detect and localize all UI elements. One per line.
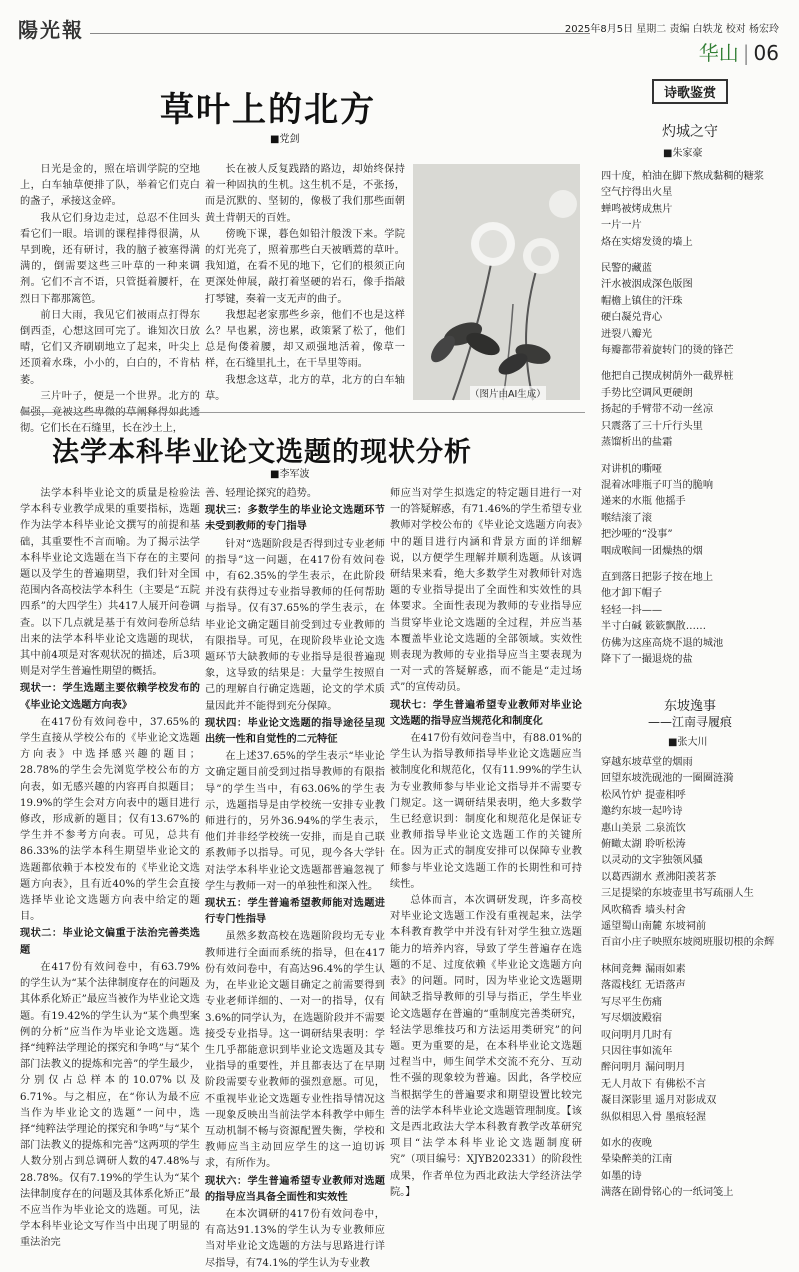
paragraph: 在417份有效问卷中，有63.79%的学生认为“某个法律制度存在的问题及其体系化矫正”最应当被作为毕业论文选题。有19.42%的学生认为“某个典型案例的分析”应当作为毕业论文选题。选择“纯粹法学理论的探究和争鸣”与“某个部门法教义的提炼和完善”的学生最少，分别仅占总样本的10.07%以及6.71%。与之相应，在“你认为最不应当作为毕业论文的选题”一问中，选择“纯粹法学理论的探究和争鸣”与“某个部门法教义的提炼和完善”这两项的学生人数分别占到总调研人数的47.48%与28.78%。仅有7.19%的学生认为“某个法律制度存在的问题及其体系化矫正”最不应当作为毕业论文的选题。可见，法学本科毕业论文写作当中出现了明显的重法治完 xyxy=(20,961,200,1249)
subheading: 现状三：多数学生的毕业论文选题环节未受到教师的专门指导 xyxy=(205,505,385,533)
paragraph: 前日大雨，我见它们被雨点打得东倒西歪，心想这回可完了。谁知次日放晴，它们又齐刷刷地立了起来，叶尖上还顶着水珠，小小的，白白的，不肯枯萎。 xyxy=(20,309,200,386)
stanza-break xyxy=(601,1126,774,1136)
article1-byline: ■党剑 xyxy=(270,134,300,145)
sidebar-header: 诗歌鉴赏 xyxy=(593,79,787,104)
poem-line: 如墨的诗 xyxy=(601,1170,642,1182)
paragraph: 在417份有效问卷当中，有88.01%的学生认为指导教师指导毕业论文选题应当被制度化和规范化，仅有11.99%的学生认为专业教师参与毕业论文指导并不需要专门规定。这一调研结果表明，绝大多数学生已经意识到：制度化和规范化是保证专业教师指导毕业论文选题工作的关键所在。因为正式的制度安排可以保障专业教师参与毕业论文选题工作的长期性和可持续性。 xyxy=(390,733,582,890)
poem-line: 落霞栈红 无语落声 xyxy=(601,980,686,992)
poem-line: 晕染醉美的江南 xyxy=(601,1154,673,1166)
article1-column-2 xyxy=(205,162,405,405)
article1-title: 草叶上的北方 xyxy=(160,90,376,130)
poem-line: 递来的水瓶 他摇手 xyxy=(601,496,686,508)
stanza-break xyxy=(601,452,764,462)
poem-line: 烙在实熔发烫的墙上 xyxy=(601,236,693,248)
poem-line: 每瓣都带着旋转门的烫的锋芒 xyxy=(601,345,734,357)
poem-line: 穿越东坡草堂的烟雨 xyxy=(601,757,693,768)
paragraph: 日光是金的，照在培训学院的空地上，白车轴草便排了队，举着它们克白的盏子，承接这金碎。 xyxy=(20,164,200,208)
poem-line: 三足提梁的东坡壶里书写疏丽人生 xyxy=(601,888,754,900)
newspaper-logo: 陽光報 xyxy=(18,18,84,42)
poem2-body xyxy=(601,755,774,1202)
article2-column-2 xyxy=(205,486,385,1272)
paragraph: 在上述37.65%的学生表示“毕业论文确定题目前受到过指导教师的有限指导”的学生当中，有63.06%的学生表示，选题指导是由学校统一安排专业教师进行的，另外36.94%的学生表示，他们并非经学校统一安排，而是自己联系教师予以指导。可见，现今各大学针对法学本科毕业论文选题都普遍忽视了学生与教师一对一的单独性和深入性。 xyxy=(205,751,385,892)
paragraph: 我想念这草，北方的草，北方的白车轴草。 xyxy=(205,374,405,402)
poem-line: 降下了一撮退烧的盐 xyxy=(601,653,693,665)
poem-line: 林间竞舞 漏雨如素 xyxy=(601,963,686,975)
poem-line: 咽成喉间一团燥热的烟 xyxy=(601,545,703,557)
poem-line: 只因往事如流年 xyxy=(601,1045,673,1057)
poem1-title: 灼城之守 xyxy=(662,124,718,140)
poem-line: 把沙哑的“没事” xyxy=(601,529,673,541)
clover-flower-photo xyxy=(413,164,580,400)
poem-line: 民警的藏蓝 xyxy=(601,263,652,275)
paragraph: 善、轻理论探究的趋势。 xyxy=(205,488,318,499)
paragraph: 师应当对学生拟选定的特定题目进行一对一的答疑解惑，有71.46%的学生希望专业教师对学校公布的《毕业论文选题方向表》中的题目进行内涵和背景方面的详细解说，以方便学生理解并顺利选题。从该调研结果来看，绝大多数学生对教师针对选题的专业指导提出了全面性和实效性的具体要求。全面性表现为教师的专业指导应当贯穿毕业论文选题的全过程，并应当基本覆盖毕业论文选题的全部领域。实效性则表现为教师的专业指导应当主要表现为一对一式的答疑解惑，而不能是“走过场式”的宣传动员。 xyxy=(390,488,582,694)
poem2-author: ■张大川 xyxy=(668,737,708,748)
section-name: 华山 xyxy=(698,41,739,65)
poem-line: 满落在剧骨铭心的一纸词笺上 xyxy=(601,1187,734,1199)
poem-line: 松风竹炉 提壶相呼 xyxy=(601,789,686,801)
poem-line: 帽檐上镇住的汗珠 xyxy=(601,295,683,307)
clover-illustration xyxy=(413,164,580,400)
subheading: 现状二：毕业论文偏重于法治完善类选题 xyxy=(20,928,200,956)
poem-line: 惠山美景 二泉流饮 xyxy=(601,822,686,834)
masthead-rule xyxy=(90,33,590,34)
poem-line: 叹问明月几时有 xyxy=(601,1029,673,1041)
poem-line: 轻轻一抖—— xyxy=(601,604,663,616)
paragraph: 在417份有效问卷中，37.65%的学生直接从学校公布的《毕业论文选题方向表》中选择感兴趣的题目；28.78%的学生会先浏览学校公布的方向表，如无感兴趣的内容再自拟题目；19.9%的学生会对方向表中的题目进行修改，形成新的题目；仅有13.67%的学生并不参考方向表。可见，总共有86.33%的法学本科生期望毕业论文的选题都依赖于本校发布的《毕业论文选题方向表》，且有近40%的学生会直接选择毕业论文选题方向表中给定的题目。 xyxy=(20,716,200,923)
poem-line: 硬白凝兑背心 xyxy=(601,312,663,324)
paragraph: 虽然多数高校在选题阶段均无专业教师进行全面而系统的指导，但在417份有效问卷中，有高达96.4%的学生认为，在毕业论文题目确定之前需要得到专业老师详细的、一对一的指导，仅有3.6%的同学认为，在选题阶段并不需要接受专业指导。这一调研结果表明：学生几乎都能意识到毕业论文选题及其专业指导的重要性，并且都表达了在早期阶段需要专业教师的强烈意愿。可见，不重视毕业论文选题专业性指导情况这一现象反映出当前法学本科教学中师生互动机制不畅与资源配置失衡，学校和教师应当主动回应学生的这一迫切诉求，有所作为。 xyxy=(205,931,385,1170)
issue-meta: 2025年8月5日 星期二 责编 白轶龙 校对 杨宏玲 xyxy=(564,24,779,35)
subheading: 现状一：学生选题主要依赖学校发布的《毕业论文选题方向表》 xyxy=(20,683,200,711)
poem-line: 仿佛为这座高烧不退的城池 xyxy=(601,637,724,649)
subheading: 现状七：学生普遍希望专业教师对毕业论文选题的指导应当规范化和制度化 xyxy=(390,699,582,727)
paragraph: 法学本科毕业论文的质量是检验法学本科专业教学成果的重要指标，选题作为法学本科毕业论文撰写的前提和基础，其重要性不言而喻。为了揭示法学本科毕业论文选题在当下存在的主要问题以及学生的普遍期望，我们针对全国范围内各高校法学本科生（主要是“五院四系”的大四学生）共417人展开问卷调查。以下几点就是基于有效问卷所总结出来的法学本科毕业论文选题的现状，其中前4项是对客观状况的描述，后3项则是对学生普遍性期望的概括。 xyxy=(20,488,200,678)
paragraph: 三片叶子，便是一个世界。北方的倔强，竟被这些卑微的草阐释得如此透彻。它们长在石缝里，长在沙土上， xyxy=(20,390,200,435)
poetry-sidebar xyxy=(593,77,787,1197)
poem-line: 半寸白碱 簌簌飘散…… xyxy=(601,621,707,633)
poem2-title: 东坡逸事 xyxy=(663,699,716,714)
paragraph: 我想起老家那些乡亲，他们不也是这样么？早也累，滂也累，政策紧了松了，他们总是佝偻着腰，却又顽强地活着，像草一样，在石缝里扎土，在干旱里等雨。 xyxy=(205,309,405,370)
article2-column-1 xyxy=(20,486,200,1252)
poem-line: 写尽烟波殿宿 xyxy=(601,1013,663,1025)
stanza-break xyxy=(601,560,764,570)
poem-line: 蝉鸣被烤成焦片 xyxy=(601,203,673,215)
poem-line: 百亩小庄子映照东坡阅班服切根的余辉 xyxy=(601,937,775,949)
stanza-break xyxy=(601,359,764,369)
paragraph: 总体而言，本次调研发现，许多高校对毕业论文选题工作没有重视起来，法学本科教育教学中并没有针对学生独立选题能力的培养内容，导致了学生普遍存在选题的不足、过度依赖《毕业论文选题方向表》的问题。同时，因为毕业论文选题期间缺乏指导教师的引导与指正，学生毕业论文选题存在普遍的“重制度完善类研究，轻法学思维技巧和方法运用类研究”的问题。更为重要的是，在本科毕业论文选题过程当中，师生间学术交流不充分、互动性不强的现象较为普遍。因此，各学校应当根据学生的普遍要求和期望设置比较完善的法学本科毕业论文选题管理制度。【该文是西北政法大学本科教育教学改革研究项目“法学本科毕业论文选题制度研究”（项目编号：XJYB202331）的阶段性成果，作者单位为西北政法大学经济法学院。】 xyxy=(390,895,582,1198)
poem1-author: ■朱家豪 xyxy=(663,148,703,159)
poem-line: 空气拧得出火星 xyxy=(601,187,673,199)
poem-line: 凝目深影里 遥月对影成双 xyxy=(601,1095,717,1107)
poem-line: 遥望蜀山南麓 东坡祠前 xyxy=(601,921,707,933)
poem-line: 迸裂八瓣光 xyxy=(601,328,652,340)
paragraph: 针对“选题阶段是否得到过专业老师的指导”这一问题，在417份有效问卷中，有62.35%的学生表示，在此阶段并没有获得过专业指导教师的任何帮助与指导。仅有37.65%的学生表示，在毕业论文确定题目前受到过专业教师的有限指导。可见，在现阶段毕业论文选题环节大缺教师的专业指导是很普遍现象，这导致的结果是：大量学生按照自己的理解自行确定选题，论文的学术质量因此并不能得到充分保障。 xyxy=(205,538,385,712)
poem-line: 喉结滚了滚 xyxy=(601,512,652,524)
poem-line: 他把自己揳成树荫外一截界桩 xyxy=(601,371,734,383)
subheading: 现状六：学生普遍希望专业教师对选题的指导应当具备全面性和实效性 xyxy=(205,1175,385,1203)
poem-line: 邀约东坡一起吟诗 xyxy=(601,806,683,818)
poem-line: 回望东坡洗砚池的一圈圈涟漪 xyxy=(601,773,734,785)
poem-line: 四十度，柏油在脚下熬成黏稠的糖浆 xyxy=(601,171,764,182)
poem-line: 无人月故下 有佛松不言 xyxy=(601,1078,707,1090)
poem-line: 汗水被洇成深色版图 xyxy=(601,279,693,291)
poem-line: 只震落了三十斤行头里 xyxy=(601,420,703,432)
poem-line: 以灵动的文字独领风骚 xyxy=(601,855,703,867)
article1-column-1 xyxy=(20,162,200,437)
poem-line: 俯瞰太湖 聆听松涛 xyxy=(601,839,686,851)
poem-line: 手势比空调风更硬朗 xyxy=(601,387,693,399)
poem-line: 醉问明月 漏问明月 xyxy=(601,1062,686,1074)
paragraph: 在本次调研的417份有效问卷中，有高达91.13%的学生认为专业教师应当对毕业论文选题的方法与思路进行详尽指导，有74.1%的学生认为专业教 xyxy=(205,1208,385,1269)
paragraph: 傍晚下课，暮色如铅汁般泼下来。学院的灯光亮了，照着那些白天被晒蔫的草叶。我知道，在看不见的地下，它们的根须正向更深处伸展，敲打着坚硬的岩石，像手指敲打琴键，奏着一支无声的曲子。 xyxy=(205,228,405,305)
masthead xyxy=(0,0,799,65)
poem2-subtitle: ——江南寻履痕 xyxy=(647,715,732,729)
section-label: 华山 | 06 xyxy=(698,41,779,65)
poem-line: 他才卸下帽子 xyxy=(601,588,663,600)
paragraph: 长在被人反复践踏的路边，却始终保持着一种固执的生机。这生机不是，不张扬，而是沉默的、坚韧的，像极了我们那些面朝黄土背朝天的百姓。 xyxy=(205,164,405,224)
section-divider xyxy=(20,412,585,413)
poem-line: 扬起的手臂带不动一丝凉 xyxy=(601,404,714,416)
paragraph: 我从它们身边走过，总忍不住回头看它们一眼。培训的课程排得很满，从早到晚，还有研讨，我的脑子被塞得满满的，倒需要这些三叶草的一种来调剂。它们不言不语，只管挺着腰杆，在烈日下都那篱笆。 xyxy=(20,212,200,305)
poem1-body xyxy=(601,169,764,668)
photo-caption: （图片由AI生成） xyxy=(470,386,546,400)
stanza-break xyxy=(601,952,774,962)
poem-line: 蒸馏析出的盐霜 xyxy=(601,437,673,449)
poem-line: 一片一片 xyxy=(601,220,642,232)
subheading: 现状四：毕业论文选题的指导途径呈现出统一性和自觉性的二元特征 xyxy=(205,717,385,746)
poem-line: 如水的夜晚 xyxy=(601,1137,652,1149)
article2-byline: ■李军波 xyxy=(270,469,310,480)
stanza-break xyxy=(601,251,764,261)
poem-line: 对讲机的嘶哑 xyxy=(601,463,663,475)
poem-line: 混着冰啡瓶子叮当的脆响 xyxy=(601,479,714,491)
poem-line: 纵似相思入骨 墨痕轻渥 xyxy=(601,1111,707,1123)
poem-line: 以葛西湖水 煮沸阳羡茗茶 xyxy=(601,871,717,883)
subheading: 现状五：学生普遍希望教师能对选题进行专门性指导 xyxy=(205,898,385,926)
page-number: 06 xyxy=(753,41,779,65)
article2-column-3 xyxy=(390,486,582,1201)
poem-line: 写尽平生伤痛 xyxy=(601,996,663,1008)
article2-title: 法学本科毕业论文选题的现状分析 xyxy=(52,437,472,468)
poem-line: 风吹稿香 墙头村舍 xyxy=(601,904,686,916)
poem-line: 直到落日把影子按在地上 xyxy=(601,571,714,583)
